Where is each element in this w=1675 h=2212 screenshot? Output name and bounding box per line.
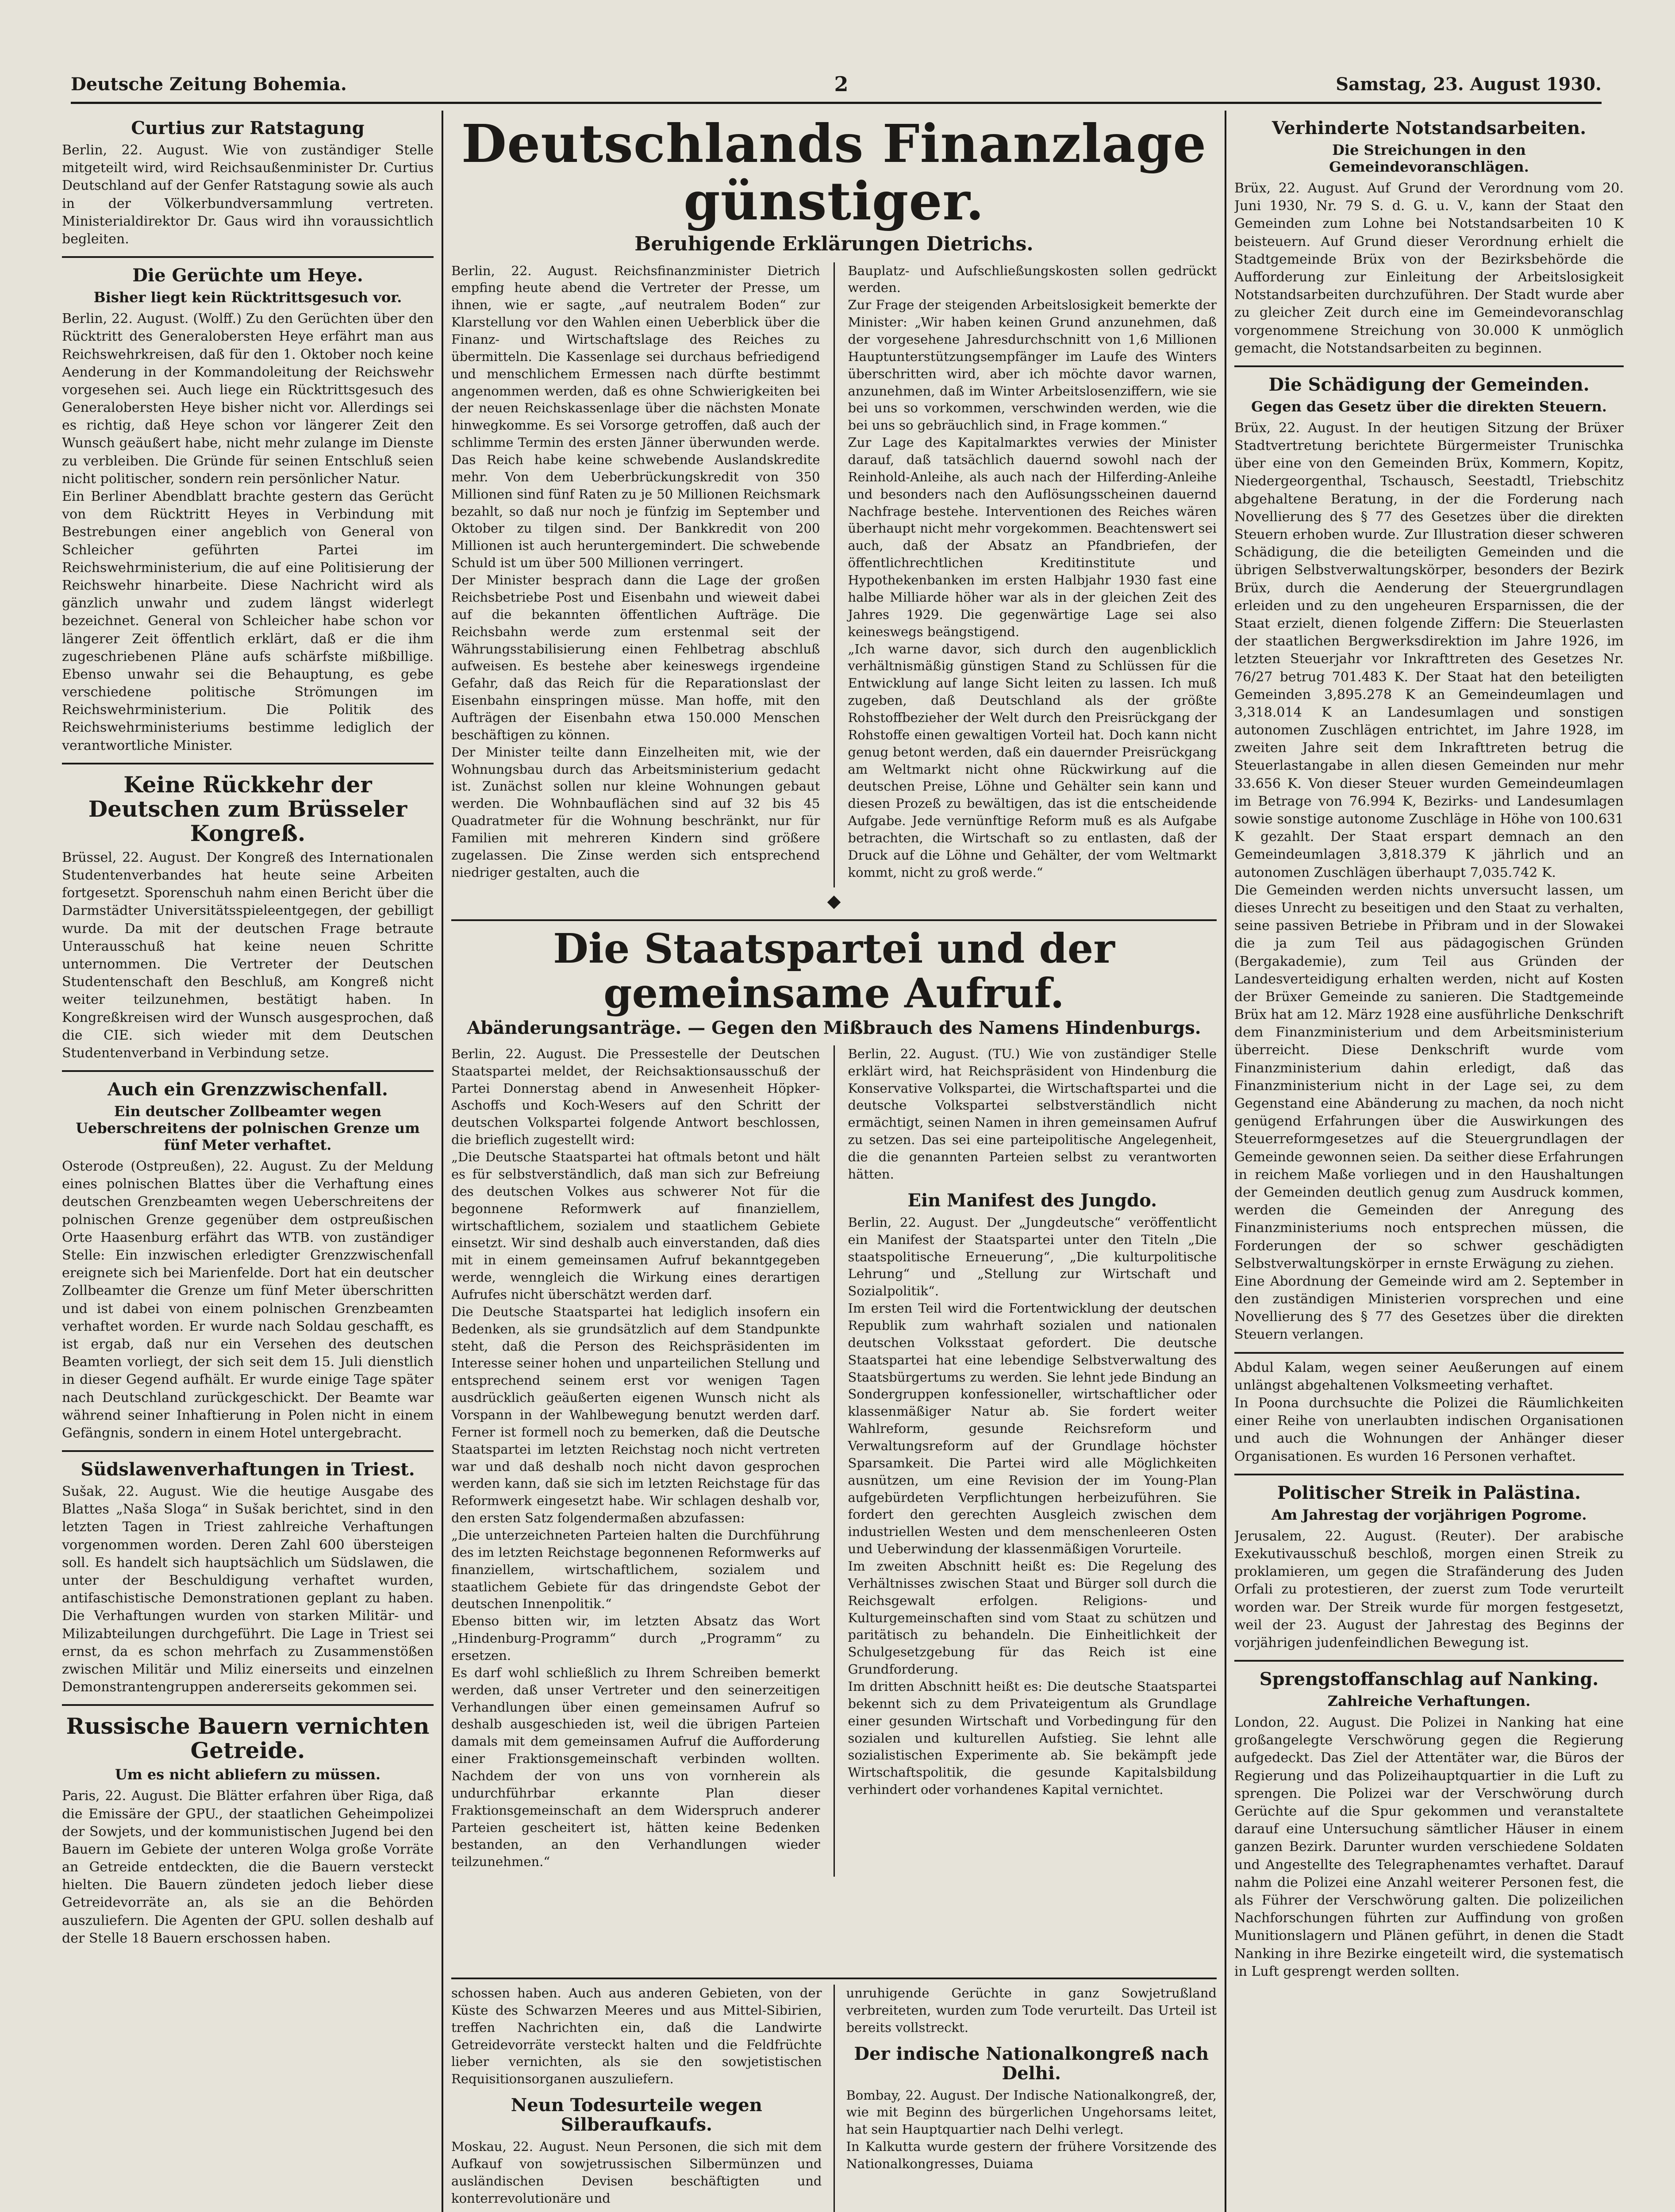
second-subheadline: Abänderungsanträge. — Gegen den Mißbrauch des Namens Hindenburgs. (467, 1017, 1201, 1038)
ornament-diamond: ◆ (827, 891, 841, 911)
second-headline: Die Staatspartei und der gemeinsame Aufruf. (553, 924, 1115, 1017)
divider (62, 763, 434, 764)
article (62, 119, 434, 248)
article (1234, 1483, 1624, 1652)
continued-text: unruhigende Gerüchte in ganz Sowjetrußland verbreiteten, wurden zum Tode verurteilt. Das Urteil ist bereits vollstreckt. (846, 1985, 1217, 2035)
lead-subheadline: Beruhigende Erklärungen Dietrichs. (634, 232, 1033, 255)
article-subtitle: Am Jahrestag der vorjährigen Pogrome. (1271, 1506, 1587, 1523)
article-title: Russische Bauern vernichten Getreide. (66, 1713, 430, 1764)
column-center (451, 111, 1217, 1978)
article-text: Moskau, 22. August. Neun Personen, die sich mit dem Aufkauf von sowjetrussischen Silbermünzen und ausländischen Devisen beschäftigten und konterrevolutionäre und (451, 2139, 822, 2206)
divider (62, 256, 434, 258)
column-rule (834, 1045, 835, 1877)
article-title: Südslawenverhaftungen in Triest. (81, 1459, 415, 1480)
masthead (71, 66, 1602, 104)
divider (62, 1704, 434, 1706)
article-subtitle: Um es nicht abliefern zu müssen. (115, 1766, 381, 1783)
lead-article-body (451, 262, 1217, 887)
divider (1234, 1352, 1624, 1354)
second-article-text-left: Berlin, 22. August. Die Pressestelle der Deutschen Staatspartei meldet, der Reichsaktionsausschuß der Partei Donnerstag abend in Anwesenheit Höpker-Aschoffs und Koch-Wesers auf den Schritt der deutschen Volkspartei folgende Antwort beschlossen, die brieflich zugestellt wird: „Die Deutsche Staatspartei hat oftmals betont und hält es für selbstverständlich, daß man sich zur Befreiung des deutschen Volkes aus schwerer Not für die begonnene Reformwerk auf finanziellem, wirtschaftlichem, sozialem und staatlichem Gebiete einsetzt. Wir sind deshalb auch einverstanden, daß dies mit in einem gemeinsamen Aufruf bekanntgegeben werde, wenngleich die Wirkung eines derartigen Aufrufes nicht überschätzt werden darf. Die Deutsche Staatspartei hat lediglich insofern ein Bedenken, als sie grundsätzlich auf dem Standpunkte steht, daß die Person des Reichspräsidenten im Interesse seiner hohen und unparteilichen Stellung und entsprechend seinem erst vor wenigen Tagen ausdrücklich geäußerten eigenen Wunsch nicht als Vorspann in der Wahlbewegung benutzt werden darf. Ferner ist formell noch zu bemerken, daß die Deutsche Staatspartei im letzten Reichstag noch nicht vertreten war und daß deshalb noch nicht davon gesprochen werden kann, daß sie sich im letzten Reichstage für das Reformwerk eingesetzt habe. Wir schlagen deshalb vor, den ersten Satz folgendermaßen abzufassen: „Die unterzeichneten Parteien halten die Durchführung des im letzten Reichstage begonnenen Reformwerks auf finanziellem, wirtschaftlichem, sozialem und staatlichem Gebiete für das dringendste Gebot der deutschen Innenpolitik.“ Ebenso bitten wir, im letzten Absatz das Wort „Hindenburg-Programm“ durch „Programm“ zu ersetzen. Es darf wohl schließlich zu Ihrem Schreiben bemerkt werden, daß unser Vertreter und den seinerzeitigen Verhandlungen über einen gemeinsamen Aufruf so deshalb ausgeschieden ist, weil die übrigen Parteien damals mit dem gemeinsamen Aufruf die Aufforderung einer Fraktionsgemeinschaft verbinden wollten. Nachdem der von uns von vornherein als undurchführbar erkannte Plan dieser Fraktionsgemeinschaft an dem Widerspruch anderer Parteien gescheitert ist, hätten keine Bedenken bestanden, an den Verhandlungen wieder teilzunehmen.“ (451, 1046, 820, 1870)
divider (62, 1070, 434, 1072)
article (62, 772, 434, 1062)
article-text: London, 22. August. Die Polizei in Nanking hat eine großangelegte Verschwörung gegen die Regierung aufgedeckt. Das Ziel der Attentäter war, die Büros der Regierung und das Polizeihauptquartier in die Luft zu sprengen. Die Polizei war der Verschwörung durch Gerüchte auf die Spur gekommen und veranstaltete darauf eine Untersuchung sämtlicher Häuser in einem ganzen Bezirk. Darunter wurden verschiedene Soldaten und Angestellte des Telegraphenamtes verhaftet. Darauf nahm die Polizei eine Anzahl weiterer Personen fest, die als Führer der Verschwörung galten. Die polizeilichen Nachforschungen führten zur Auffindung von großen Munitionslagern und Plänen geführt, in denen die Stadt Nanking in ihre Bezirke eingeteilt wird, die systematisch in Luft gesprengt werden sollten. (1234, 1715, 1624, 1979)
divider (451, 919, 1217, 921)
article (62, 1460, 434, 1696)
article-text: Jerusalem, 22. August. (Reuter). Der arabische Exekutivausschuß beschloß, morgen einen Streik zu proklamieren, um gegen die Strafänderung des Juden Orfali zu protestieren, der zuerst zum Tode verurteilt worden war. Der Streik wurde für morgen festgesetzt, weil der 23. August der Jahrestag des Beginns der vorjährigen judenfeindlichen Bewegung ist. (1234, 1528, 1624, 1651)
lead-article-text-left: Berlin, 22. August. Reichsfinanzminister Dietrich empfing heute abend die Vertreter der Presse, um ihnen, wie er sagte, „auf neutralem Boden“ zur Klarstellung vor den Wahlen einen Ueberblick über die Finanz- und Wirtschaftslage des Reiches zu übermitteln. Die Kassenlage sei durchaus befriedigend und menschlichem Ermessen nach dürfte bestimmt angenommen werden, daß es ohne Schwierigkeiten bei der neuen Reichskassenlage über die nächsten Monate hinwegkomme. Es sei Vorsorge getroffen, daß auch der schlimme Termin des ersten Jänner überwunden werde. Das Reich habe keine schwebende Auslandskredite mehr. Von dem Ueberbrückungskredit von 350 Millionen sind fünf Raten zu je 50 Millionen Reichsmark bezahlt, so daß nur noch je fünfzig im September und Oktober zu tilgen sind. Der Bankkredit von 200 Millionen ist auch heruntergemindert. Die schwebende Schuld ist um über 500 Millionen verringert. Der Minister besprach dann die Lage der großen Reichsbetriebe Post und Eisenbahn und wieweit dabei auf die bekannten öffentlichen Aufträge. Die Reichsbahn werde zum erstenmal seit der Währungsstabilisierung einen Fehlbetrag abschluß aufweisen. Es bestehe aber keineswegs irgendeine Gefahr, daß das Reich für die Reparationslast der Eisenbahn einspringen müsse. Man hoffe, mit den Aufträgen der Eisenbahn etwa 150.000 Menschen beschäftigen zu können. Der Minister teilte dann Einzelheiten mit, wie der Wohnungsbau durch das Arbeitsministerium gedacht ist. Zunächst sollen nur kleine Wohnungen gebaut werden. Die Wohnbauflächen sind auf 32 bis 45 Quadratmeter für die Wohnung beschränkt, nur für Familien mit mehreren Kindern sind größere zugelassen. Die Zinse werden sich entsprechend niedriger gestalten, auch die (451, 263, 820, 880)
article-title: Die Gerüchte um Heye. (132, 265, 363, 286)
column-rule (834, 262, 835, 887)
article (1234, 1359, 1624, 1466)
article-text: Osterode (Ostpreußen), 22. August. Zu der Meldung eines polnischen Blattes über die Verhaftung eines deutschen Grenzbeamten wegen Ueberschreitens der polnischen Grenze gegenüber dem ostpreußischen Orte Haasenburg erfährt das WTB. von zuständiger Stelle: Ein inzwischen erledigter Grenzzwischenfall ereignete sich bei Marienfelde. Dort hat ein deutscher Zollbeamter die Grenze um fünf Meter überschritten und ist dabei von einem polnischen Grenzbeamten verhaftet worden. Er wurde nach Soldau geschafft, es ist ergab, daß nur ein Versehen des deutschen Beamten vorliegt, der sich seit dem 15. Juli dienstlich in dieser Gegend aufhält. Er wurde einige Tage später nach Deutschland zurückgeschickt. Der Beamte war während seiner Inhaftierung in Polen nicht in einem Gefängnis, sondern in einem Hotel untergebracht. (62, 1159, 434, 1441)
article-title: Die Schädigung der Gemeinden. (1268, 374, 1590, 395)
masthead-date: Samstag, 23. August 1930. (1336, 73, 1602, 95)
article-title: Curtius zur Ratstagung (131, 118, 365, 138)
article-subtitle: Zahlreiche Verhaftungen. (1327, 1693, 1531, 1710)
divider (451, 1978, 1217, 1979)
masthead-page-number: 2 (834, 72, 849, 96)
article-text: Sušak, 22. August. Wie die heutige Ausgabe des Blattes „Naša Sloga“ in Sušak berichtet, sind in den letzten Tagen in Triest zahlreiche Verhaftungen vorgenommen worden. Deren Zahl 600 übersteigen soll. Es handelt sich hauptsächlich um Südslawen, die unter der Beschuldigung verhaftet wurden, antifaschistische Demonstrationen geplant zu haben. Die Verhaftungen wurden von starken Militär- und Milizabteilungen durchgeführt. Die Lage in Triest sei ernst, da es schon mehrfach zu Zusammenstößen zwischen Militär und Miliz einerseits und einzelnen Demonstrantengruppen andererseits gekommen sei. (62, 1484, 434, 1695)
article-title: Politischer Streik in Palästina. (1277, 1482, 1581, 1503)
article-title: Keine Rückkehr der Deutschen zum Brüsseler Kongreß. (88, 771, 407, 846)
lead-headline: Deutschlands Finanzlage günstiger. (461, 113, 1207, 232)
column-rule-left (442, 111, 443, 2212)
divider (1234, 365, 1624, 367)
article-subtitle: Ein deutscher Zollbeamter wegen Ueberschreitens der polnischen Grenze um fünf Meter verhaftet. (76, 1103, 420, 1154)
article-title: Neun Todesurteile wegen Silberaufkaufs. (511, 2095, 762, 2135)
column-right (1234, 111, 1624, 2212)
article-title: Der indische Nationalkongreß nach Delhi. (854, 2043, 1209, 2084)
masthead-paper-name: Deutsche Zeitung Bohemia. (71, 73, 347, 95)
article (62, 1714, 434, 1947)
article-text: Bombay, 22. August. Der Indische Nationalkongreß, der, wie mit Beginn des bürgerlichen Ungehorsams leitet, hat sein Hauptquartier nach Delhi verlegt. In Kalkutta wurde gestern der frühere Vorsitzende des Nationalkongresses, Duiama (846, 2087, 1217, 2172)
article (1234, 119, 1624, 357)
article-title: Sprengstoffanschlag auf Nanking. (1259, 1669, 1599, 1690)
continued-text: schossen haben. Auch aus anderen Gebieten, von der Küste des Schwarzen Meeres und aus Mittel-Sibirien, treffen Nachrichten ein, daß die Landwirte Getreidevorräte versteckt halten und die Feldfrüchte lieber vernichten, als sie den sowjetistischen Requisitionsorganen auszuliefern. (451, 1985, 822, 2087)
article-text: Paris, 22. August. Die Blätter erfahren über Riga, daß die Emissäre der GPU., der staatlichen Geheimpolizei der Sowjets, und der kommunistischen Jugend bei den Bauern im Gebiete der unteren Wolga große Vorräte an Getreide entdeckten, die die Bauern versteckt hielten. Die Bauern zündeten jedoch lieber diese Getreidevorräte an, als sie an die Behörden auszuliefern. Die Agenten der GPU. sollen deshalb auf der Stelle 18 Bauern erschossen haben. (62, 1788, 434, 1946)
second-article-body (451, 1045, 1217, 1877)
article (1234, 375, 1624, 1344)
article-title: Verhinderte Notstandsarbeiten. (1272, 118, 1587, 138)
divider (1234, 1474, 1624, 1475)
article-text: Abdul Kalam, wegen seiner Aeußerungen auf einem unlängst abgehaltenen Volksmeeting verhaftet. In Poona durchsuchte die Polizei die Räumlichkeiten einer Reihe von unerlaubten indischen Organisationen und auch die Wohnungen der Anhänger dieser Organisationen. Es wurden 16 Personen verhaftet. (1234, 1359, 1624, 1464)
article (62, 1080, 434, 1442)
article-subtitle: Bisher liegt kein Rücktrittsgesuch vor. (93, 289, 402, 306)
center-bottom-strip (451, 1978, 1217, 2212)
article-subtitle: Die Streichungen in den Gemeindevoranschlägen. (1329, 142, 1529, 175)
article-text: Brüx, 22. August. In der heutigen Sitzung der Brüxer Stadtvertretung berichtete Bürgermeister Trunischka über eine von den Gemeinden Brüx, Kommern, Kopitz, Niedergeorgenthal, Tschausch, Seestadtl, Triebschitz abgehaltene Beratung, in der die Forderung nach Novellierung des § 77 des Gesetzes über die direkten Steuern erhoben wurde. Zur Illustration dieser schweren Schädigung, die die beteiligten Gemeinden und die übrigen Selbstverwaltungskörper, besonders der Bezirk Brüx, durch die Aenderung der Steuergrundlagen erleiden und zu den ungeheuren Ersparnissen, die der Staat erzielt, dienen folgende Ziffern: Die Steuerlasten der staatlichen Bergwerksdirektion im Jahre 1926, im letzten Steuerjahr vor Inkrafttreten des Gesetzes Nr. 76/27 betrug 701.483 K. Der Staat hat den beteiligten Gemeinden 3,895.278 K an Gemeindeumlagen und 3,318.014 K an Landesumlagen und sonstigen autonomen Zuschlägen entrichtet, im Jahre 1928, im zweiten Jahre seit dem Inkrafttreten betrug die Steuerlastangabe in allen diesen Gemeinden nur mehr 33.656 K. Von dieser Steuer wurden Gemeindeumlagen im Betrage von 76.994 K, Bezirks- und Landesumlagen sowie sonstige autonome Zuschläge in Höhe von 100.631 K gezahlt. Der Staat erspart demnach an den Gemeindeumlagen 3,818.379 K jährlich und an autonomen Zuschlägen überhaupt 7,035.742 K. Die Gemeinden werden nichts unversucht lassen, um dieses Unrecht zu beseitigen und den Staat zu verhalten, seine passiven Betriebe in Přibram und in der Slowakei die ja zum Teil aus pädagogischen Gründen (Bergakademie), zum Teil aus Gründen der Landesverteidigung erhalten werden, nicht auf Kosten der Brüxer Gemeinde zu sanieren. Die Stadtgemeinde Brüx hat am 12. März 1928 eine ausführliche Denkschrift dem Finanzministerium und dem Arbeitsministerium überreicht. Diese Denkschrift wurde vom Finanzministerium dahin erledigt, daß das Finanzministerium nicht in der Lage sei, zu dem Gegenstand eine Abänderung zu machen, da noch nicht genügend Erfahrungen über die Auswirkungen des Steuerreformgesetzes auf die Steuergrundlagen der Gemeinde gewonnen seien. Da seither diese Erfahrungen in reichem Maße vorliegen und in den Haushaltungen der Gemeinden deutlich genug zum Ausdruck kommen, werden die Gemeinden der Anregung des Finanzministeriums noch entsprechen müssen, die Forderungen der so schwer geschädigten Selbstverwaltungskörper in ernste Erwägung zu ziehen. Eine Abordnung der Gemeinde wird am 2. September in den zuständigen Ministerien vorsprechen und eine Novellierung des § 77 des Gesetzes über die direkten Steuern verlangen. (1234, 420, 1624, 1343)
article-text: Brüx, 22. August. Auf Grund der Verordnung vom 20. Juni 1930, Nr. 79 S. d. G. u. V., kann der Staat den Gemeinden zum Lohne bei Notstandsarbeiten 10 K beisteuern. Auf Grund dieser Verordnung erhielt die Stadtgemeinde Brüx von der Bezirksbehörde die Aufforderung zur Einleitung der Arbeitslosigkeit Notstandsarbeiten durchzuführen. Der Stadt wurde aber zu gleicher Zeit durch eine im Gemeindevoranschlag vorgenommene Streichung von 30.000 K unmöglich gemacht, die Notstandsarbeiten zu beginnen. (1234, 180, 1624, 356)
column-rule (834, 1985, 835, 2212)
article-subtitle: Gegen das Gesetz über die direkten Steuern. (1251, 398, 1607, 415)
manifest-title: Ein Manifest des Jungdo. (907, 1190, 1157, 1211)
lead-article-text-right: Bauplatz- und Aufschließungskosten sollen gedrückt werden. Zur Frage der steigenden Arbeitslosigkeit bemerkte der Minister: „Wir haben keinen Grund anzunehmen, daß der vorgesehene Jahresdurchschnitt von 1,6 Millionen Hauptunterstützungsempfänger im Laufe des Winters überschritten wird, aber ich möchte davor warnen, anzunehmen, daß im Winter Arbeitslosenziffern, wie sie bei uns so vorkommen, verschwinden werden, wie die bei uns so gebräuchlich sind, in Frage kommen.“ Zur Lage des Kapitalmarktes verwies der Minister darauf, daß tatsächlich dauernd sowohl nach der Reinhold-Anleihe, als auch nach der Hilferding-Anleihe und besonders nach den Auflösungsscheinen dauernd Nachfrage bestehe. Interventionen des Reiches wären überhaupt nicht mehr vorgekommen. Beachtenswert sei auch, daß der Absatz an Pfandbriefen, der öffentlichrechtlichen Kreditinstitute und Hypothekenbanken im ersten Halbjahr 1930 fast eine halbe Milliarde höher war als in der gleichen Zeit des Jahres 1929. Die gegenwärtige Lage sei also keineswegs beängstigend. „Ich warne davor, sich durch den augenblicklich verhältnismäßig günstigen Stand zu Schlüssen für die Entwicklung auf lange Sicht leiten zu lassen. Ich muß zugeben, daß Deutschland als der größte Rohstoffbezieher der Welt durch den Preisrückgang der Rohstoffe einen gewaltigen Vorteil hat. Doch kann nicht genug betont werden, daß ein dauernder Preisrückgang am Weltmarkt nicht ohne Rückwirkung auf die deutschen Preise, Löhne und Gehälter sein kann und diesen Prozeß zu bewältigen, das ist die entscheidende Aufgabe. Jede vernünftige Reform muß es als Aufgabe betrachten, die Wirtschaft so zu entlasten, daß der Druck auf die Löhne und Gehälter, der vom Weltmarkt kommt, nicht zu groß werde.“ (848, 263, 1217, 880)
divider (62, 1450, 434, 1452)
article-text: Brüssel, 22. August. Der Kongreß des Internationalen Studentenverbandes hat heute seine Arbeiten fortgesetzt. Sporenschuh nahm einen Bericht über die Darmstädter Universitätsspieleentgegen, der gebilligt wurde. Da mit der deutschen Frage betraute Unterausschuß hat keine neuen Schritte unternommen. Die Vertreter der Deutschen Studentenschaft den Beschluß, am Kongreß nicht weiter teilzunehmen, bestätigt haben. In Kongreßkreisen wird der Wunsch ausgesprochen, daß die CIE. sich wieder mit dem Deutschen Studentenverband in Verbindung setze. (62, 849, 434, 1061)
article-title: Auch ein Grenzzwischenfall. (108, 1079, 388, 1100)
article (62, 266, 434, 755)
column-rule-right (1225, 111, 1226, 2212)
article-text: Berlin, 22. August. Wie von zuständiger Stelle mitgeteilt wird, wird Reichsaußenminister Dr. Curtius Deutschland auf der Genfer Ratstagung sowie als auch in der Völkerbundversammlung vertreten. Ministerialdirektor Dr. Gaus wird ihn voraussichtlich begleiten. (62, 142, 434, 247)
manifest-text: Berlin, 22. August. Der „Jungdeutsche“ veröffentlicht ein Manifest der Staatspartei unter den Titeln „Die staatspolitische Erneuerung“, „Die kulturpolitische Lehrung“ und „Stellung zur Wirtschaft und Sozialpolitik“. Im ersten Teil wird die Fortentwicklung der deutschen Republik zum wahrhaft sozialen und nationalen deutschen Volksstaat gefordert. Die deutsche Staatspartei hat eine lebendige Selbstverwaltung des Staatsbürgertums zu werden. Sie lehnt jede Bindung an Sondergruppen konfessioneller, wirtschaftlicher oder klassenmäßiger Natur ab. Sie fordert weiter Wahlreform, gesunde Reichsreform und Verwaltungsreform auf der Grundlage höchster Sparsamkeit. Die Partei wird alle Möglichkeiten ausnützen, um eine Revision der im Young-Plan aufgebürdeten Verpflichtungen herbeizuführen. Sie fordert den gerechten Ausgleich zwischen dem industriellen Westen und dem menschenleeren Osten und Ueberwindung der klassenmäßigen Vorurteile. Im zweiten Abschnitt heißt es: Die Regelung des Verhältnisses zwischen Staat und Bürger soll durch die Reichsgewalt erfolgen. Religions- und Kulturgemeinschaften sind vom Staat zu schützen und paritätisch zu behandeln. Die Einheitlichkeit der Schulgesetzgebung für das Reich ist eine Grundforderung. Im dritten Abschnitt heißt es: Die deutsche Staatspartei bekennt sich zu dem Privateigentum als Grundlage einer gesunden Wirtschaft und Vorbedingung für den sozialen und kulturellen Aufstieg. Sie lehnt alle sozialistischen Experimente ab. Sie bekämpft jede Wirtschaftspolitik, die gesunde Kapitalsbildung verhindert oder vorhandenes Kapital vernichtet. (848, 1214, 1217, 1797)
article-text: Berlin, 22. August. (Wolff.) Zu den Gerüchten über den Rücktritt des Generalobersten Heye erfährt man aus Reichswehrkreisen, daß für den 1. Oktober noch keine Aenderung in der Kommandoleitung der Reichswehr vorgesehen sei. Auch liege ein Rücktrittsgesuch des Generalobersten Heye bisher nicht vor. Allerdings sei es richtig, daß Heye schon vor längerer Zeit den Wunsch geäußert habe, nicht mehr zulange im Dienste zu verbleiben. Die Gründe für seinen Entschluß seien nicht politischer, sondern rein persönlicher Natur. Ein Berliner Abendblatt brachte gestern das Gerücht von dem Rücktritt Heyes in Verbindung mit Bestrebungen einer angeblich von General von Schleicher geführten Partei im Reichswehrministerium, die auf eine Politisierung der Reichswehr hinarbeite. Diese Nachricht wird als gänzlich unwahr und zudem längst widerlegt bezeichnet. General von Schleicher habe schon vor längerer Zeit öffentlich erklärt, daß er die ihm zugeschriebenen Pläne aufs schärfste mißbillige. Ebenso unwahr sei die Behauptung, es gebe verschiedene politische Strömungen im Reichswehrministerium. Die Politik des Reichswehrministeriums bestimme lediglich der verantwortliche Minister. (62, 311, 434, 753)
second-article-text-right: Berlin, 22. August. (TU.) Wie von zuständiger Stelle erklärt wird, hat Reichspräsident von Hindenburg die Konservative Volkspartei, die Wirtschaftspartei und die deutsche Volkspartei selbstverständlich nicht ermächtigt, seinen Namen in ihren gemeinsamen Aufruf zu setzen. Das sei eine parteipolitische Angelegenheit, die die genannten Parteien selbst zu verantworten hätten. (848, 1046, 1217, 1182)
column-left (62, 111, 434, 2212)
divider (1234, 1660, 1624, 1662)
article (1234, 1670, 1624, 1981)
